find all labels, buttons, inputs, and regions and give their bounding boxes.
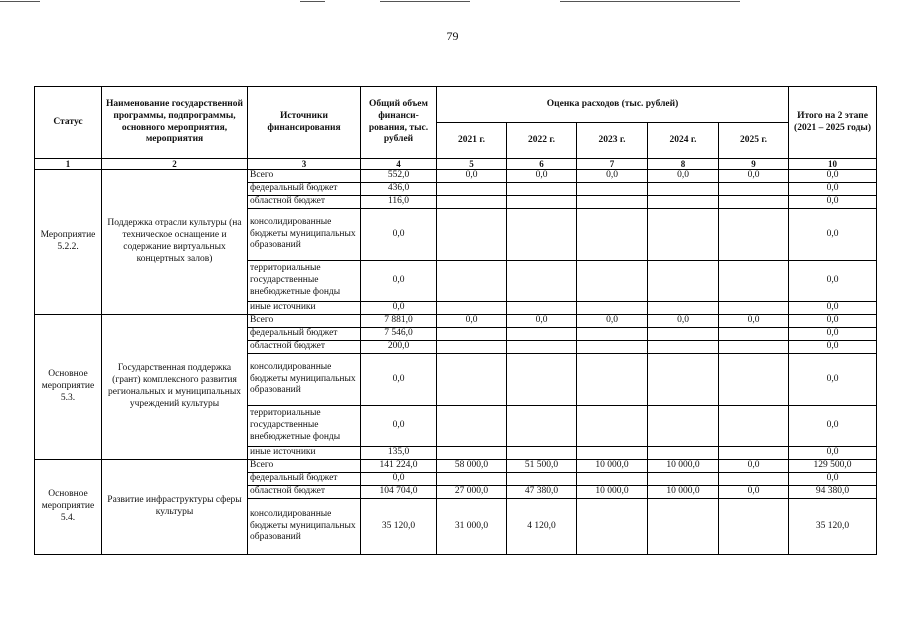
column-number: 3 xyxy=(248,159,361,170)
result-cell: 0,0 xyxy=(789,315,877,328)
total-cell: 7 881,0 xyxy=(361,315,437,328)
result-cell: 0,0 xyxy=(789,183,877,196)
column-number: 1 xyxy=(35,159,102,170)
total-cell: 104 704,0 xyxy=(361,486,437,499)
year-value-cell xyxy=(577,302,648,315)
year-value-cell xyxy=(719,473,789,486)
year-value-cell xyxy=(437,406,507,447)
result-cell: 0,0 xyxy=(789,170,877,183)
year-value-cell: 10 000,0 xyxy=(577,460,648,473)
column-number: 2 xyxy=(102,159,248,170)
top-rule-right xyxy=(560,1,740,2)
total-cell: 0,0 xyxy=(361,261,437,302)
year-value-cell xyxy=(507,209,577,261)
funding-source-cell: консолидированные бюджеты муниципальных образований xyxy=(248,354,361,406)
status-cell: Мероприятие 5.2.2. xyxy=(35,170,102,315)
total-cell: 0,0 xyxy=(361,209,437,261)
year-value-cell xyxy=(437,328,507,341)
column-number: 9 xyxy=(719,159,789,170)
result-cell: 35 120,0 xyxy=(789,499,877,555)
total-cell: 0,0 xyxy=(361,473,437,486)
year-value-cell xyxy=(648,447,719,460)
year-value-cell xyxy=(577,183,648,196)
year-value-cell xyxy=(437,447,507,460)
year-value-cell xyxy=(719,209,789,261)
total-cell: 0,0 xyxy=(361,354,437,406)
year-value-cell xyxy=(648,499,719,555)
header-year: 2021 г. xyxy=(437,123,507,159)
total-cell: 116,0 xyxy=(361,196,437,209)
year-value-cell xyxy=(719,499,789,555)
year-value-cell: 10 000,0 xyxy=(577,486,648,499)
year-value-cell: 4 120,0 xyxy=(507,499,577,555)
year-value-cell xyxy=(507,447,577,460)
year-value-cell xyxy=(719,183,789,196)
year-value-cell xyxy=(507,196,577,209)
funding-source-cell: консолидированные бюджеты муниципальных образований xyxy=(248,209,361,261)
year-value-cell xyxy=(648,473,719,486)
year-value-cell: 27 000,0 xyxy=(437,486,507,499)
header-year: 2025 г. xyxy=(719,123,789,159)
funding-source-cell: иные источники xyxy=(248,447,361,460)
funding-source-cell: Всего xyxy=(248,460,361,473)
year-value-cell: 47 380,0 xyxy=(507,486,577,499)
funding-source-cell: консолидированные бюджеты муниципальных образований xyxy=(248,499,361,555)
year-value-cell xyxy=(507,183,577,196)
activity-name-cell: Поддержка отрасли культуры (на техническое оснащение и содержание виртуальных концертных залов) xyxy=(102,170,248,315)
year-value-cell xyxy=(719,354,789,406)
year-value-cell: 0,0 xyxy=(437,315,507,328)
year-value-cell xyxy=(719,302,789,315)
year-value-cell xyxy=(577,354,648,406)
total-cell: 35 120,0 xyxy=(361,499,437,555)
column-number: 5 xyxy=(437,159,507,170)
activity-name-cell: Развитие инфраструктуры сферы культуры xyxy=(102,460,248,555)
funding-source-cell: федеральный бюджет xyxy=(248,183,361,196)
header-estimate: Оценка расходов (тыс. рублей) xyxy=(437,87,789,123)
year-value-cell xyxy=(577,196,648,209)
year-value-cell xyxy=(507,302,577,315)
header-name: Наименование государственной программы, подпрограммы, основного мероприятия, мероприятия xyxy=(102,87,248,159)
year-value-cell xyxy=(648,341,719,354)
year-value-cell: 0,0 xyxy=(507,315,577,328)
funding-source-cell: областной бюджет xyxy=(248,196,361,209)
result-cell: 0,0 xyxy=(789,302,877,315)
result-cell: 0,0 xyxy=(789,447,877,460)
year-value-cell xyxy=(437,209,507,261)
result-cell: 0,0 xyxy=(789,196,877,209)
funding-source-cell: федеральный бюджет xyxy=(248,328,361,341)
header-year: 2024 г. xyxy=(648,123,719,159)
table-row xyxy=(35,170,877,183)
header-result: Итого на 2 этапе (2021 – 2025 годы) xyxy=(789,87,877,159)
year-value-cell: 51 500,0 xyxy=(507,460,577,473)
page-number: 79 xyxy=(446,29,459,43)
funding-source-cell: территориальные государственные внебюджетные фонды xyxy=(248,406,361,447)
result-cell: 129 500,0 xyxy=(789,460,877,473)
result-cell: 0,0 xyxy=(789,406,877,447)
result-cell: 94 380,0 xyxy=(789,486,877,499)
top-rule-center xyxy=(380,1,470,2)
year-value-cell: 0,0 xyxy=(577,315,648,328)
year-value-cell xyxy=(437,302,507,315)
year-value-cell: 0,0 xyxy=(719,460,789,473)
year-value-cell xyxy=(577,261,648,302)
year-value-cell xyxy=(719,341,789,354)
column-number: 8 xyxy=(648,159,719,170)
total-cell: 7 546,0 xyxy=(361,328,437,341)
year-value-cell xyxy=(648,328,719,341)
year-value-cell xyxy=(648,261,719,302)
funding-source-cell: территориальные государственные внебюджетные фонды xyxy=(248,261,361,302)
total-cell: 436,0 xyxy=(361,183,437,196)
year-value-cell: 0,0 xyxy=(437,170,507,183)
year-value-cell xyxy=(507,341,577,354)
year-value-cell xyxy=(507,473,577,486)
year-value-cell xyxy=(719,261,789,302)
year-value-cell xyxy=(437,341,507,354)
year-value-cell xyxy=(437,196,507,209)
year-value-cell: 31 000,0 xyxy=(437,499,507,555)
funding-source-cell: иные источники xyxy=(248,302,361,315)
year-value-cell xyxy=(577,328,648,341)
year-value-cell xyxy=(437,354,507,406)
top-rule-mid xyxy=(300,1,325,2)
year-value-cell xyxy=(648,183,719,196)
funding-source-cell: Всего xyxy=(248,170,361,183)
year-value-cell xyxy=(507,406,577,447)
year-value-cell xyxy=(577,447,648,460)
year-value-cell xyxy=(577,209,648,261)
total-cell: 135,0 xyxy=(361,447,437,460)
year-value-cell xyxy=(648,406,719,447)
year-value-cell: 10 000,0 xyxy=(648,460,719,473)
year-value-cell xyxy=(648,354,719,406)
column-number: 4 xyxy=(361,159,437,170)
year-value-cell xyxy=(437,473,507,486)
top-rule-left xyxy=(0,1,40,2)
result-cell: 0,0 xyxy=(789,261,877,302)
status-cell: Основное мероприятие 5.4. xyxy=(35,460,102,555)
total-cell: 0,0 xyxy=(361,302,437,315)
year-value-cell xyxy=(437,261,507,302)
year-value-cell: 0,0 xyxy=(648,170,719,183)
header-year: 2023 г. xyxy=(577,123,648,159)
budget-table-body xyxy=(35,170,877,555)
year-value-cell xyxy=(577,406,648,447)
year-value-cell xyxy=(719,196,789,209)
funding-source-cell: Всего xyxy=(248,315,361,328)
header-sources: Источники финансирования xyxy=(248,87,361,159)
result-cell: 0,0 xyxy=(789,354,877,406)
funding-source-cell: областной бюджет xyxy=(248,341,361,354)
activity-name-cell: Государственная поддержка (грант) комплексного развития региональных и муниципальных учреждений культуры xyxy=(102,315,248,460)
year-value-cell xyxy=(507,354,577,406)
year-value-cell: 0,0 xyxy=(648,315,719,328)
status-cell: Основное мероприятие 5.3. xyxy=(35,315,102,460)
total-cell: 141 224,0 xyxy=(361,460,437,473)
year-value-cell xyxy=(648,302,719,315)
year-value-cell: 58 000,0 xyxy=(437,460,507,473)
total-cell: 0,0 xyxy=(361,406,437,447)
header-year: 2022 г. xyxy=(507,123,577,159)
total-cell: 200,0 xyxy=(361,341,437,354)
total-cell: 552,0 xyxy=(361,170,437,183)
year-value-cell xyxy=(648,209,719,261)
table-row xyxy=(35,315,877,328)
header-status: Статус xyxy=(35,87,102,159)
year-value-cell xyxy=(577,499,648,555)
column-number: 6 xyxy=(507,159,577,170)
funding-source-cell: федеральный бюджет xyxy=(248,473,361,486)
funding-source-cell: областной бюджет xyxy=(248,486,361,499)
column-number: 7 xyxy=(577,159,648,170)
year-value-cell: 0,0 xyxy=(507,170,577,183)
result-cell: 0,0 xyxy=(789,341,877,354)
year-value-cell xyxy=(507,328,577,341)
result-cell: 0,0 xyxy=(789,209,877,261)
table-row xyxy=(35,460,877,473)
year-value-cell: 10 000,0 xyxy=(648,486,719,499)
year-value-cell xyxy=(719,406,789,447)
year-value-cell xyxy=(437,183,507,196)
year-value-cell xyxy=(719,328,789,341)
year-value-cell: 0,0 xyxy=(719,315,789,328)
budget-table xyxy=(34,86,877,555)
header-total: Общий объем финанси-рования, тыс. рублей xyxy=(361,87,437,159)
result-cell: 0,0 xyxy=(789,473,877,486)
year-value-cell: 0,0 xyxy=(719,486,789,499)
result-cell: 0,0 xyxy=(789,328,877,341)
year-value-cell: 0,0 xyxy=(577,170,648,183)
year-value-cell xyxy=(577,341,648,354)
year-value-cell xyxy=(719,447,789,460)
year-value-cell xyxy=(648,196,719,209)
year-value-cell xyxy=(507,261,577,302)
year-value-cell xyxy=(577,473,648,486)
column-number: 10 xyxy=(789,159,877,170)
year-value-cell: 0,0 xyxy=(719,170,789,183)
